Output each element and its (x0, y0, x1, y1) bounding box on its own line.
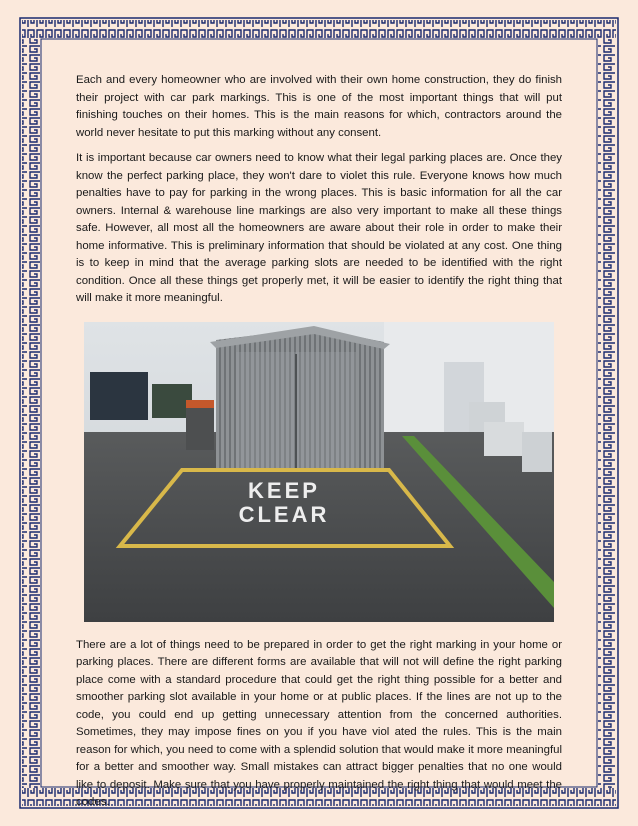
article-body (76, 72, 562, 820)
road-marking-clear: CLEAR (238, 501, 330, 527)
road-marking-keep: KEEP (248, 477, 320, 503)
keep-clear-parking-photo (84, 322, 554, 622)
paragraph-2: It is important because car owners need to know what their legal parking places are. Once they know the perfect parking place, they won't dare to violet this rule. Everyone knows how much penalties have to pay for parking in the wrong places. This is basic information for all the car owners. Internal & warehouse line markings are also very important to make all these things safe. However, all most all the homeowners are aware about their role in order to make their home informative. This is preliminary information that should be violated at any cost. One thing is to keep in mind that the average parking slots are needed to be identified with the right condition. Once all these things get properly met, it will be easier to identify the right thing that will make it more meaningful. (76, 152, 562, 304)
paragraph-3: There are a lot of things need to be prepared in order to get the right marking in your home or parking places. There are different forms are available that will not will define the right parking place come with a standard procedure that could get the right thing possible for a better and smoother parking slot available in your home or at public places. If the lines are not up to the code, you could end up getting unnecessary attention from the concerned authorities. Sometimes, they may impose fines on you if you have viol ated the rules. This is the main reason for which, you need to come with a splendid solution that would make it more meaningful for a better and smoother way. Small mistakes can attract bigger penalties that no one would like to deposit. Make sure that you have properly maintained the right thing that would meet the codes. (76, 638, 562, 808)
paragraph-1: Each and every homeowner who are involved with their own home construction, they do finish their project with car park markings. This is one of the most important things that will put finishing touches on their homes. This is the main reasons for which, contractors around the world never hesitate to put this marking without any consent. (76, 74, 562, 139)
